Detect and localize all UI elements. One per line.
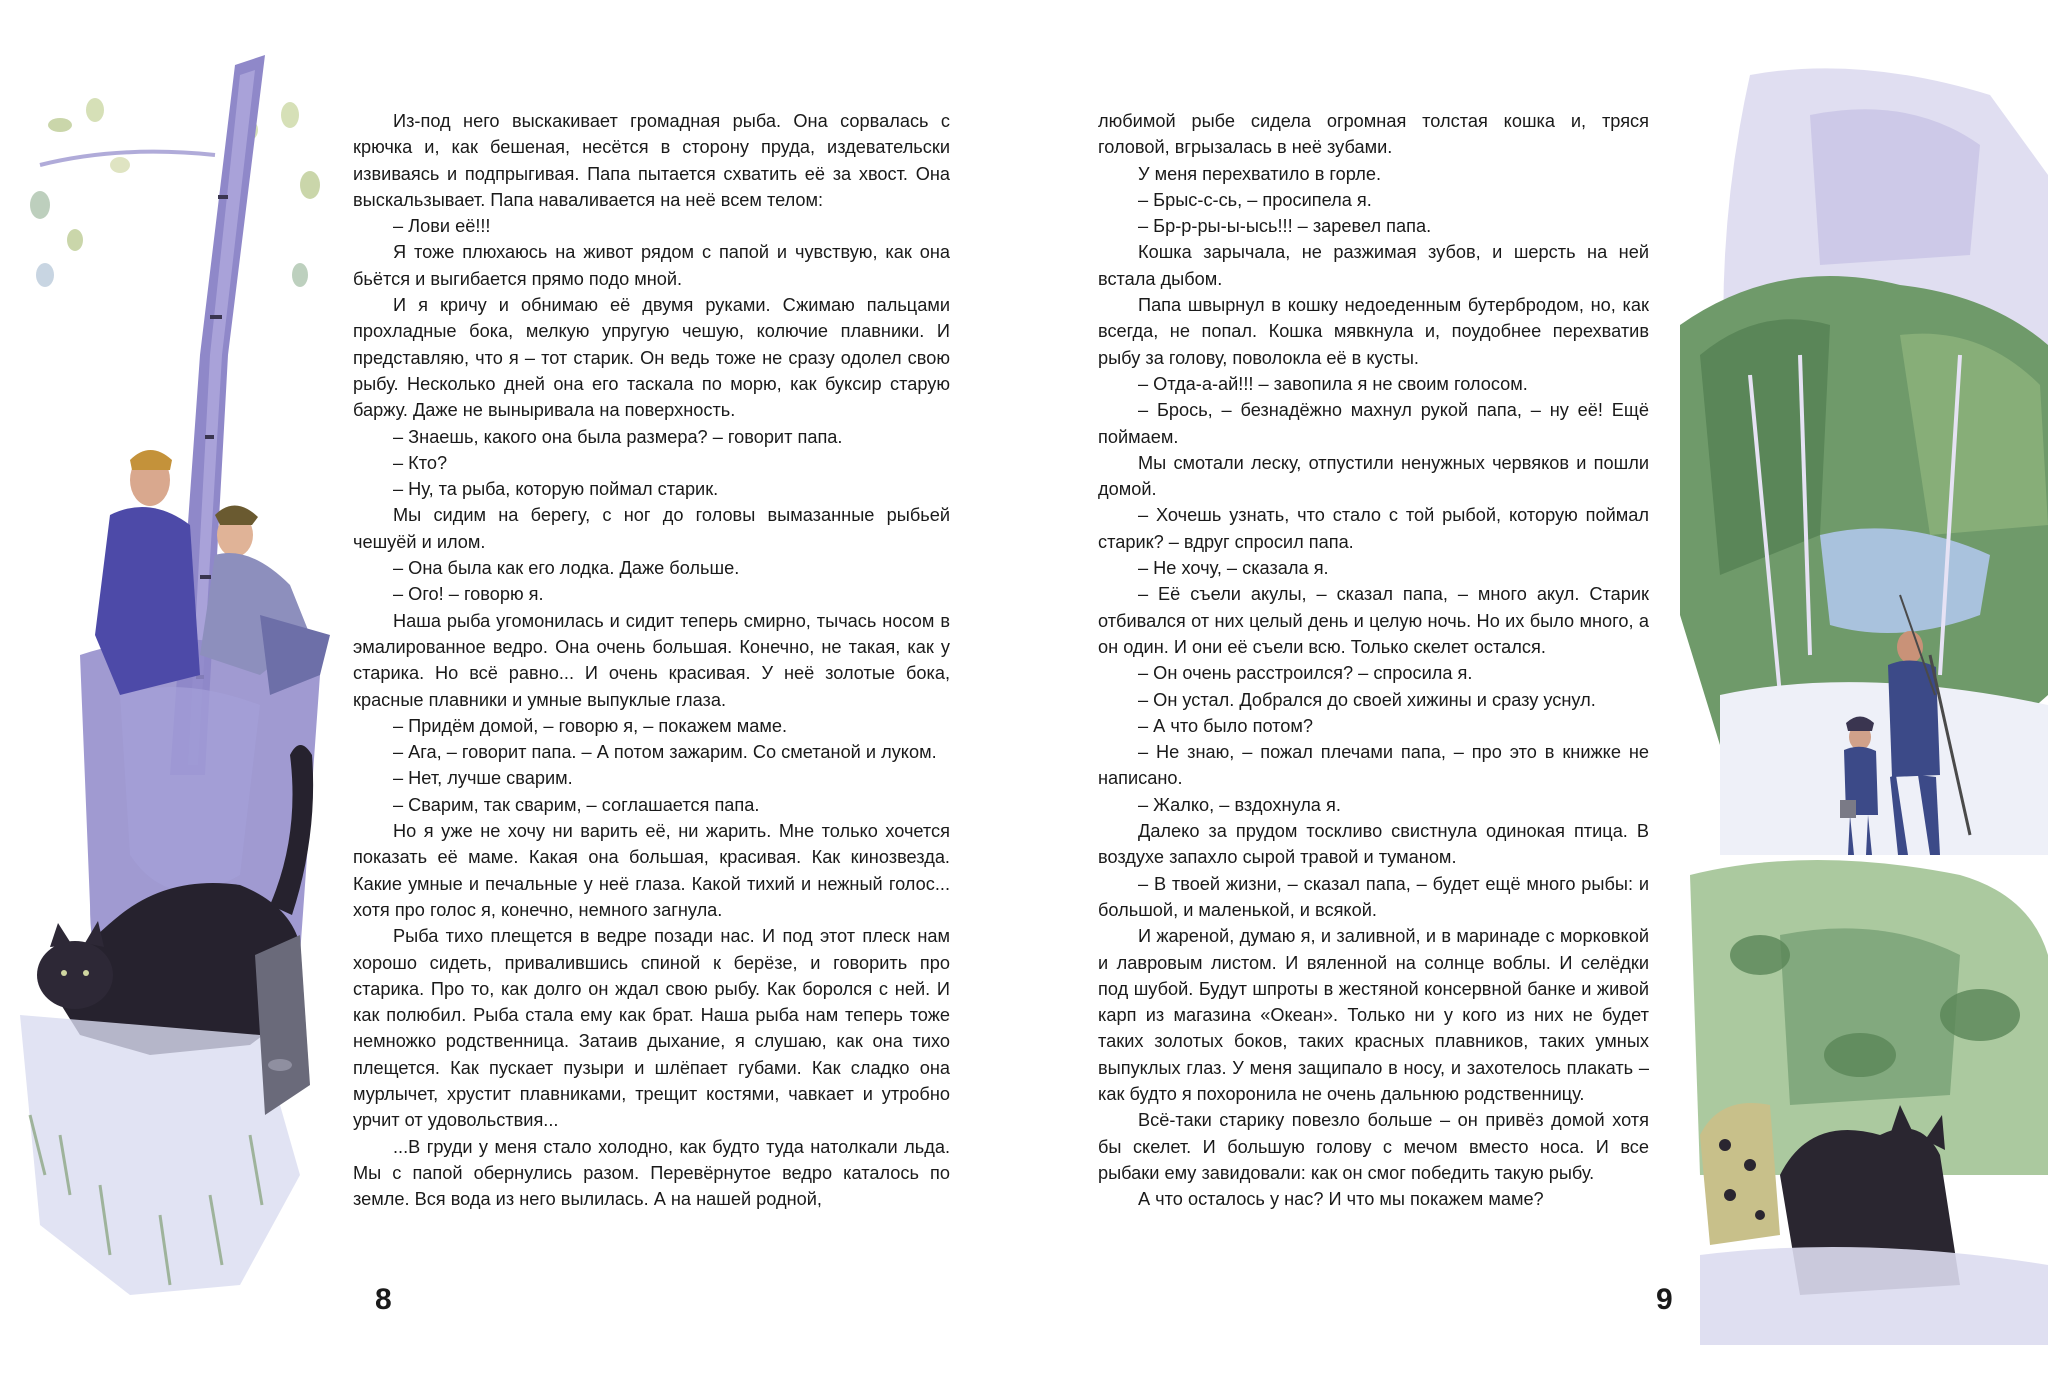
paragraph: Наша рыба угомонилась и сидит теперь смирно, тычась носом в эмалированное ведро. Она очень большая. Конечно, не такая, как у старика. Но всё равно... И очень красивая. У неё золотые бока, красные плавники и умные выпуклые глаза. bbox=[353, 610, 950, 710]
paragraph: А что осталось у нас? И что мы покажем маме? bbox=[1138, 1189, 1544, 1210]
right-page-text bbox=[1098, 108, 1649, 1212]
paragraph: Я тоже плюхаюсь на живот рядом с папой и чувствую, как она бьётся и выгибается прямо подо мной. bbox=[353, 242, 950, 289]
paragraph: Далеко за прудом тоскливо свистнула одинокая птица. В воздухе запахло сырой травой и туманом. bbox=[1098, 821, 1649, 868]
paragraph: – Он очень расстроился? – спросила я. bbox=[1138, 663, 1473, 684]
page-number-right: 9 bbox=[1656, 1283, 1673, 1316]
paragraph: – Знаешь, какого она была размера? – говорит папа. bbox=[393, 426, 843, 447]
paragraph: – А что было потом? bbox=[1138, 715, 1314, 736]
paragraph: И жареной, думаю я, и заливной, и в маринаде с морковкой и лавровым листом. И вяленной на солнце воблы. И селёдки под шубой. Будут шпроты в жестяной консервной банке и живой карп из магазина «Океан». Только ни у кого из них не будет таких золотых боков, таких красных плавников, таких умных выпуклых глаз. У меня защипало в носу, и захотелось плакать – как будто я похоронила не очень дальнюю родственницу. bbox=[1098, 926, 1649, 1104]
paragraph: – Ага, – говорит папа. – А потом зажарим. Со сметаной и луком. bbox=[393, 742, 937, 763]
paragraph: – Он устал. Добрался до своей хижины и сразу уснул. bbox=[1138, 689, 1596, 710]
paragraph: – Ого! – говорю я. bbox=[393, 584, 544, 605]
left-page-illustration bbox=[0, 55, 330, 1345]
paragraph: – Не хочу, – сказала я. bbox=[1138, 558, 1329, 579]
paragraph: – Хочешь узнать, что стало с той рыбой, которую поймал старик? – вдруг спросил папа. bbox=[1098, 505, 1649, 552]
paragraph: любимой рыбе сидела огромная толстая кошка и, тряся головой, вгрызалась в неё зубами. bbox=[1098, 111, 1649, 158]
forest-pond-father-daughter-cat-illustration bbox=[1660, 55, 2048, 1345]
paragraph: Мы сидим на берегу, с ног до головы вымазанные рыбьей чешуёй и илом. bbox=[353, 505, 950, 552]
page-number-left: 8 bbox=[375, 1283, 392, 1316]
paragraph: Но я уже не хочу ни варить её, ни жарить. Мне только хочется показать её маме. Какая она большая, красивая. Как кинозвезда. Какие умные и печальные у неё глаза. Какой тихий и нежный голос... хотя про голос я, конечно, немного загнула. bbox=[353, 821, 950, 920]
paragraph: – Жалко, – вздохнула я. bbox=[1138, 794, 1341, 815]
paragraph: – Бр-р-ры-ы-ысь!!! – заревел папа. bbox=[1138, 216, 1432, 237]
paragraph: Мы смотали леску, отпустили ненужных червяков и пошли домой. bbox=[1098, 452, 1649, 500]
paragraph: Из-под него выскакивает громадная рыба. Она сорвалась с крючка и, как бешеная, несётся в сторону пруда, издевательски извиваясь и подпрыгивая. Папа пытается схватить её за хвост. Она выскальзывает. Папа наваливается на неё всем телом: bbox=[353, 111, 950, 210]
paragraph: Рыба тихо плещется в ведре позади нас. И под этот плеск нам хорошо сидеть, привалившись спиной к берёзе, и говорить про старика. Про то, как долго он ждал свою рыбу. Как боролся с ней. И как полюбил. Рыба стала ему как брат. Наша рыба нам теперь тоже немножко родственница. Затаив дыхание, я слушаю, как она тихо плещется. Как пускает пузыри и шлёпает губами. Как сладко она мурлычет, хрустит плавниками, трещит костями, чавкает и утробно урчит от удовольствия... bbox=[353, 926, 950, 1131]
paragraph: – Нет, лучше сварим. bbox=[393, 768, 573, 789]
right-page-illustration bbox=[1660, 55, 2048, 1345]
paragraph: Всё-таки старику повезло больше – он привёз домой хотя бы скелет. И большую голову с мечом вместо носа. И все рыбаки ему завидовали: как он смог победить такую рыбу. bbox=[1098, 1110, 1649, 1183]
paragraph: – Кто? bbox=[393, 452, 448, 473]
left-page-text bbox=[353, 108, 950, 1212]
birch-father-daughter-cat-illustration bbox=[0, 55, 330, 1345]
paragraph: – Лови её!!! bbox=[393, 216, 491, 237]
paragraph: Кошка зарычала, не разжимая зубов, и шерсть на ней встала дыбом. bbox=[1098, 242, 1649, 289]
paragraph: – В твоей жизни, – сказал папа, – будет ещё много рыбы: и большой, и маленькой, и всякой. bbox=[1098, 873, 1649, 920]
paragraph: – Она была как его лодка. Даже больше. bbox=[393, 558, 740, 579]
paragraph: – Отда-а-ай!!! – завопила я не своим голосом. bbox=[1138, 373, 1528, 394]
paragraph: И я кричу и обнимаю её двумя руками. Сжимаю пальцами прохладные бока, мелкую упругую чешую, колючие плавники. И представляю, что я – тот старик. Он ведь тоже не сразу одолел свою рыбу. Несколько дней она его таскала по морю, как буксир старую баржу. Даже не выныривала на поверхность. bbox=[353, 295, 950, 421]
paragraph: – Её съели акулы, – сказал папа, – много акул. Старик отбивался от них целый день и целую ночь. Но их было много, а он один. И они её съели всю. Только скелет остался. bbox=[1098, 584, 1649, 657]
paragraph: У меня перехватило в горле. bbox=[1138, 163, 1382, 184]
paragraph: – Сварим, так сварим, – соглашается папа. bbox=[393, 794, 760, 815]
paragraph: – Придём домой, – говорю я, – покажем маме. bbox=[393, 715, 787, 736]
paragraph: – Ну, та рыба, которую поймал старик. bbox=[393, 479, 719, 500]
paragraph: Папа швырнул в кошку недоеденным бутербродом, но, как всегда, не попал. Кошка мявкнула и, поудобнее перехватив рыбу за голову, поволокла её в кусты. bbox=[1098, 295, 1649, 368]
paragraph: – Брось, – безнадёжно махнул рукой папа, – ну её! Ещё поймаем. bbox=[1098, 400, 1649, 447]
paragraph: – Не знаю, – пожал плечами папа, – про это в книжке не написано. bbox=[1098, 742, 1649, 789]
paragraph: – Брыс-с-сь, – просипела я. bbox=[1138, 189, 1372, 210]
paragraph: ...В груди у меня стало холодно, как будто туда натолкали льда. Мы с папой обернулись разом. Перевёрнутое ведро каталось по земле. Вся вода из него вылилась. А на нашей родной, bbox=[353, 1136, 950, 1210]
